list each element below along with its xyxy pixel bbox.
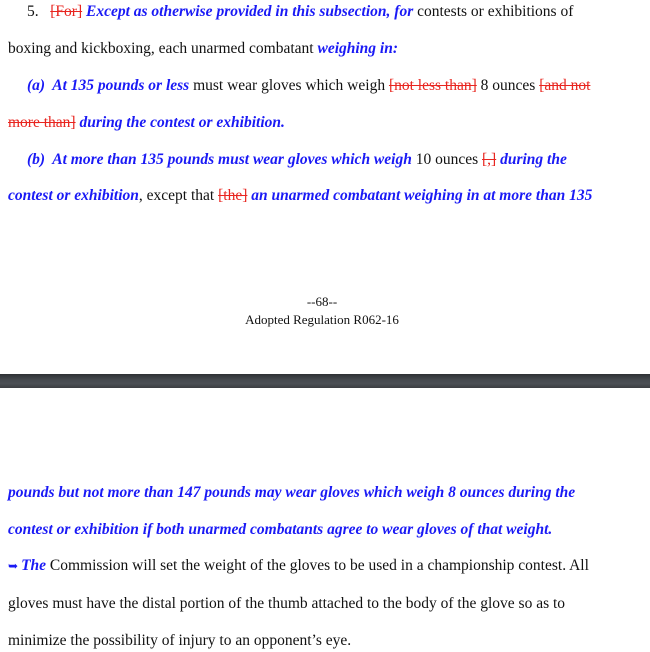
inserted-text: The <box>21 557 47 574</box>
deleted-text: [the] <box>218 187 248 204</box>
inserted-text: contest or exhibition if both unarmed combatants agree to wear gloves of that weight. <box>8 521 553 538</box>
inserted-text: during the <box>500 151 567 168</box>
text-line <box>8 520 552 540</box>
text-line <box>8 556 589 576</box>
text-line <box>8 594 565 614</box>
body-text: contests or exhibitions of <box>413 3 574 20</box>
deleted-text: [not less than] <box>388 77 477 94</box>
text-line <box>27 2 573 22</box>
text-line <box>8 483 575 503</box>
body-text: , except that <box>138 187 219 204</box>
text-line <box>8 113 285 133</box>
body-text: must wear gloves which weigh <box>189 77 389 94</box>
inserted-text: (a) At 135 pounds or less <box>27 77 190 94</box>
page-footer <box>0 294 647 328</box>
inserted-text: weighing in: <box>317 40 399 57</box>
item-number: 5. <box>27 3 51 20</box>
inserted-text: pounds but not more than 147 pounds may wear gloves which weigh 8 ounces during the <box>8 484 576 501</box>
body-text: gloves must have the distal portion of the thumb attached to the body of the glove so as to <box>8 595 566 612</box>
deleted-text: [,] <box>482 151 497 168</box>
body-text: Commission will set the weight of the gloves to be used in a championship contest. All <box>46 557 589 574</box>
inserted-text: (b) At more than 135 pounds must wear gloves which weigh <box>27 151 412 168</box>
regulation-label: Adopted Regulation R062-16 <box>245 312 399 327</box>
inserted-text: an unarmed combatant weighing in at more than 135 <box>251 187 593 204</box>
text-line <box>27 150 567 170</box>
text-line <box>8 631 351 651</box>
inserted-text: during the contest or exhibition. <box>79 114 285 131</box>
text-line <box>8 39 398 59</box>
document-page-69 <box>0 388 650 652</box>
body-text: 10 ounces <box>411 151 483 168</box>
page-separator <box>0 374 650 388</box>
deleted-text: [and not <box>539 77 591 94</box>
body-text: boxing and kickboxing, each unarmed combatant <box>8 40 318 57</box>
body-text: minimize the possibility of injury to an opponent’s eye. <box>8 632 352 649</box>
inserted-text: contest or exhibition <box>8 187 139 204</box>
text-line <box>8 186 592 206</box>
page-number: --68-- <box>306 294 338 309</box>
inserted-text: Except as otherwise provided in this subsection, for <box>85 3 414 20</box>
paragraph-arrow-icon: ➥ <box>8 559 19 573</box>
deleted-text: more than] <box>8 114 76 131</box>
body-text: 8 ounces <box>476 77 540 94</box>
text-line <box>27 76 590 96</box>
deleted-text: [For] <box>50 3 83 20</box>
